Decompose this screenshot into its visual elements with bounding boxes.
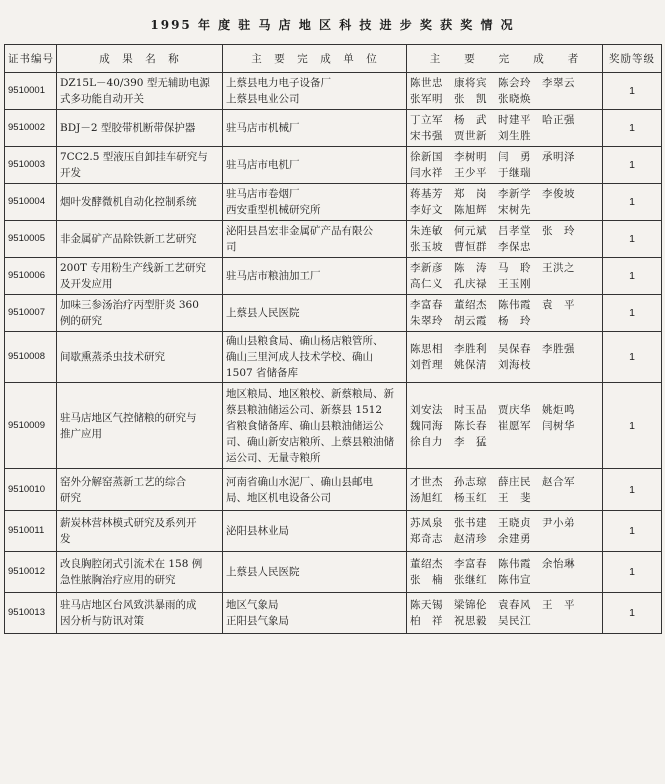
main-people-cell bbox=[407, 383, 603, 469]
main-unit-cell bbox=[223, 383, 407, 469]
main-unit-cell bbox=[223, 593, 407, 634]
award-level-cell: 1 bbox=[603, 221, 662, 258]
achievement-name-line: 窑外分解窑蒸新工艺的综合 bbox=[60, 475, 186, 488]
achievement-name-line: 发 bbox=[60, 533, 71, 545]
table-row bbox=[5, 383, 662, 469]
certificate-id-cell: 9510011 bbox=[5, 511, 57, 552]
main-people-line: 陈世忠 康将宾 陈会玲 李翠云 bbox=[410, 77, 575, 89]
main-unit-line: 驻马店市卷烟厂 bbox=[226, 188, 300, 200]
certificate-id-cell: 9510006 bbox=[5, 258, 57, 295]
award-level-cell: 1 bbox=[603, 383, 662, 469]
award-level-cell: 1 bbox=[603, 147, 662, 184]
award-level-cell: 1 bbox=[603, 469, 662, 511]
table-row bbox=[5, 221, 662, 258]
table-row bbox=[5, 295, 662, 332]
main-people-cell bbox=[407, 332, 603, 383]
main-people-cell bbox=[407, 147, 603, 184]
table-row bbox=[5, 552, 662, 593]
award-level-cell: 1 bbox=[603, 184, 662, 221]
achievement-name-line: 式多功能自动开关 bbox=[60, 93, 144, 105]
certificate-id-cell: 9510009 bbox=[5, 383, 57, 469]
main-people-cell bbox=[407, 221, 603, 258]
main-unit-line: 上蔡县人民医院 bbox=[226, 566, 300, 578]
achievement-name-cell bbox=[57, 295, 223, 332]
header-certificate-id: 证书编号 bbox=[5, 45, 57, 73]
main-people-line: 刘哲理 姚保清 刘海枝 bbox=[410, 359, 531, 371]
main-unit-line: 正阳县气象局 bbox=[226, 615, 289, 627]
award-level-cell: 1 bbox=[603, 110, 662, 147]
main-people-line: 柏 祥 祝思毅 吴民江 bbox=[410, 615, 531, 627]
main-people-line: 闫水祥 王少平 于继瑞 bbox=[410, 167, 531, 179]
certificate-id-cell: 9510013 bbox=[5, 593, 57, 634]
main-people-line: 徐自力 李 猛 bbox=[410, 435, 487, 448]
achievement-name-cell bbox=[57, 184, 223, 221]
main-unit-cell bbox=[223, 332, 407, 383]
achievement-name-line: 间歇熏蒸杀虫技术研究 bbox=[60, 351, 165, 363]
main-unit-line: 确山三里河成人技术学校、确山 bbox=[226, 351, 373, 363]
main-unit-line: 1507 省储备库 bbox=[226, 367, 299, 379]
main-people-line: 郑奇志 赵清珍 余建勇 bbox=[410, 533, 531, 545]
main-unit-line: 确山县粮食局、确山杨店粮管所、 bbox=[226, 335, 384, 347]
header-achievement-name: 成 果 名 称 bbox=[57, 45, 223, 73]
main-unit-line: 驻马店市机械厂 bbox=[226, 122, 300, 134]
certificate-id-cell: 9510005 bbox=[5, 221, 57, 258]
main-unit-line: 蔡县粮油储运公司、新蔡县 1512 bbox=[226, 403, 383, 416]
achievement-name-line: DZ15L－40/390 型无辅助电源 bbox=[60, 77, 210, 89]
main-people-line: 魏同海 陈长春 崔愿军 闫树华 bbox=[410, 419, 575, 432]
award-level-cell: 1 bbox=[603, 511, 662, 552]
award-level-cell: 1 bbox=[603, 332, 662, 383]
main-unit-line: 司、确山新安店粮所、上蔡县粮油储 bbox=[226, 435, 394, 448]
main-people-line: 朱翠玲 胡云霞 杨 玲 bbox=[410, 315, 531, 327]
main-unit-line: 地区粮局、地区粮校、新蔡粮局、新 bbox=[226, 387, 394, 400]
main-unit-cell bbox=[223, 295, 407, 332]
main-people-line: 苏凤泉 张书建 王晓贞 尹小弟 bbox=[410, 517, 575, 529]
main-unit-line: 司 bbox=[226, 241, 237, 253]
table-row bbox=[5, 110, 662, 147]
achievement-name-line: 7CC2.5 型液压自卸挂车研究与 bbox=[60, 151, 208, 163]
main-people-line: 张 楠 张继红 陈伟宣 bbox=[410, 574, 531, 586]
achievement-name-cell bbox=[57, 147, 223, 184]
table-row bbox=[5, 593, 662, 634]
table-row bbox=[5, 73, 662, 110]
main-unit-line: 西安重型机械研究所 bbox=[226, 204, 321, 216]
certificate-id-cell: 9510007 bbox=[5, 295, 57, 332]
main-unit-line: 驻马店市粮油加工厂 bbox=[226, 270, 321, 282]
main-people-line: 李富春 董绍杰 陈伟霞 袁 平 bbox=[410, 299, 575, 311]
main-people-line: 蒋基芳 郑 岗 李新学 李俊坡 bbox=[410, 188, 575, 200]
certificate-id-cell: 9510010 bbox=[5, 469, 57, 511]
main-people-line: 徐新国 李树明 闫 勇 承明泽 bbox=[410, 151, 575, 163]
main-unit-line: 地区气象局 bbox=[226, 599, 279, 611]
achievement-name-cell bbox=[57, 73, 223, 110]
main-unit-cell bbox=[223, 221, 407, 258]
main-people-line: 张军明 张 凯 张晓焕 bbox=[410, 93, 531, 105]
main-people-line: 张玉坡 曹恒群 李保忠 bbox=[410, 241, 531, 253]
achievement-name-line: 改良胸腔闭式引流术在 158 例 bbox=[60, 558, 203, 570]
award-level-cell: 1 bbox=[603, 552, 662, 593]
main-people-cell bbox=[407, 593, 603, 634]
achievement-name-line: 加味三参汤治疗丙型肝炎 360 bbox=[60, 299, 199, 311]
main-people-line: 李好文 陈旭辉 宋树先 bbox=[410, 204, 531, 216]
award-level-cell: 1 bbox=[603, 295, 662, 332]
achievement-name-line: 非金属矿产品除铁新工艺研究 bbox=[60, 233, 197, 245]
achievement-name-cell bbox=[57, 593, 223, 634]
table-row bbox=[5, 184, 662, 221]
achievement-name-cell bbox=[57, 383, 223, 469]
main-people-line: 丁立军 杨 武 时建平 哈正强 bbox=[410, 114, 575, 126]
award-level-cell: 1 bbox=[603, 258, 662, 295]
main-unit-line: 上蔡县人民医院 bbox=[226, 307, 300, 319]
main-people-cell bbox=[407, 184, 603, 221]
main-unit-cell bbox=[223, 552, 407, 593]
table-row bbox=[5, 258, 662, 295]
main-people-cell bbox=[407, 511, 603, 552]
main-unit-cell bbox=[223, 73, 407, 110]
achievement-name-line: 因分析与防讯对策 bbox=[60, 615, 144, 627]
main-unit-line: 泌阳县昌宏非金属矿产品有限公 bbox=[226, 225, 373, 237]
main-unit-line: 驻马店市电机厂 bbox=[226, 159, 300, 171]
main-unit-line: 泌阳县林业局 bbox=[226, 525, 289, 537]
main-unit-cell bbox=[223, 184, 407, 221]
main-people-cell bbox=[407, 73, 603, 110]
certificate-id-cell: 9510001 bbox=[5, 73, 57, 110]
main-people-line: 朱连敏 何元斌 吕孝堂 张 玲 bbox=[410, 225, 575, 237]
achievement-name-line: BDJ－2 型胶带机断带保护器 bbox=[60, 122, 196, 134]
main-people-line: 董绍杰 李富春 陈伟霞 余怡琳 bbox=[410, 558, 575, 570]
achievement-name-line: 及开发应用 bbox=[60, 278, 113, 290]
achievement-name-line: 例的研究 bbox=[60, 315, 102, 327]
certificate-id-cell: 9510003 bbox=[5, 147, 57, 184]
main-people-line: 陈思相 李胜利 吴保春 李胜强 bbox=[410, 343, 575, 355]
main-people-line: 李新彦 陈 涛 马 聆 王洪之 bbox=[410, 262, 575, 274]
header-main-people: 主 要 完 成 者 bbox=[407, 45, 603, 73]
achievement-name-line: 烟叶发酵微机自动化控制系统 bbox=[60, 196, 197, 208]
main-people-cell bbox=[407, 469, 603, 511]
header-award-level: 奖励等级 bbox=[603, 45, 662, 73]
main-people-line: 才世杰 孙志琼 薛庄民 赵合军 bbox=[410, 475, 575, 488]
main-people-cell bbox=[407, 295, 603, 332]
main-people-line: 刘安法 时玉品 贾庆华 姚炬鸣 bbox=[410, 403, 575, 416]
achievement-name-line: 研究 bbox=[60, 491, 81, 504]
table-row bbox=[5, 147, 662, 184]
achievement-name-line: 急性脓胸治疗应用的研究 bbox=[60, 574, 176, 586]
achievement-name-cell bbox=[57, 332, 223, 383]
certificate-id-cell: 9510004 bbox=[5, 184, 57, 221]
main-unit-cell bbox=[223, 258, 407, 295]
award-level-cell: 1 bbox=[603, 593, 662, 634]
certificate-id-cell: 9510008 bbox=[5, 332, 57, 383]
main-people-cell bbox=[407, 258, 603, 295]
achievement-name-cell bbox=[57, 258, 223, 295]
achievement-name-line: 推广应用 bbox=[60, 427, 102, 440]
main-unit-cell bbox=[223, 147, 407, 184]
achievement-name-line: 驻马店地区台风致洪暴雨的成 bbox=[60, 599, 197, 611]
main-unit-line: 上蔡县电力电子设备厂 bbox=[226, 77, 331, 89]
main-people-line: 陈天锡 梁锦伦 袁春风 王 平 bbox=[410, 599, 575, 611]
table-row bbox=[5, 511, 662, 552]
header-main-unit: 主 要 完 成 单 位 bbox=[223, 45, 407, 73]
table-header-row bbox=[5, 45, 662, 73]
achievement-name-line: 200T 专用粉生产线新工艺研究 bbox=[60, 262, 206, 274]
achievement-name-line: 开发 bbox=[60, 167, 81, 179]
award-level-cell: 1 bbox=[603, 73, 662, 110]
main-unit-line: 上蔡县电业公司 bbox=[226, 93, 300, 105]
achievement-name-cell bbox=[57, 552, 223, 593]
achievement-name-line: 驻马店地区气控储粮的研究与 bbox=[60, 411, 197, 424]
table-row bbox=[5, 469, 662, 511]
main-people-line: 汤旭红 杨玉红 王 斐 bbox=[410, 491, 531, 504]
main-unit-line: 运公司、无量寺粮所 bbox=[226, 451, 321, 464]
main-unit-cell bbox=[223, 110, 407, 147]
main-unit-line: 局、地区机电设备公司 bbox=[226, 491, 331, 504]
achievement-name-line: 薪炭林营林模式研究及系列开 bbox=[60, 517, 197, 529]
certificate-id-cell: 9510012 bbox=[5, 552, 57, 593]
main-unit-line: 省粮食储备库、确山县粮油储运公 bbox=[226, 419, 384, 432]
table-row bbox=[5, 332, 662, 383]
achievement-name-cell bbox=[57, 511, 223, 552]
awards-table bbox=[4, 44, 662, 634]
certificate-id-cell: 9510002 bbox=[5, 110, 57, 147]
main-unit-cell bbox=[223, 469, 407, 511]
main-people-cell bbox=[407, 552, 603, 593]
main-people-line: 宋书强 贾世新 刘生胜 bbox=[410, 130, 531, 142]
achievement-name-cell bbox=[57, 469, 223, 511]
page-title: 1995 年 度 驻 马 店 地 区 科 技 进 步 奖 获 奖 情 况 bbox=[150, 18, 515, 32]
main-people-cell bbox=[407, 110, 603, 147]
main-unit-cell bbox=[223, 511, 407, 552]
achievement-name-cell bbox=[57, 110, 223, 147]
main-people-line: 高仁义 孔庆禄 王玉刚 bbox=[410, 278, 531, 290]
main-unit-line: 河南省确山水泥厂、确山县邮电 bbox=[226, 475, 373, 488]
achievement-name-cell bbox=[57, 221, 223, 258]
